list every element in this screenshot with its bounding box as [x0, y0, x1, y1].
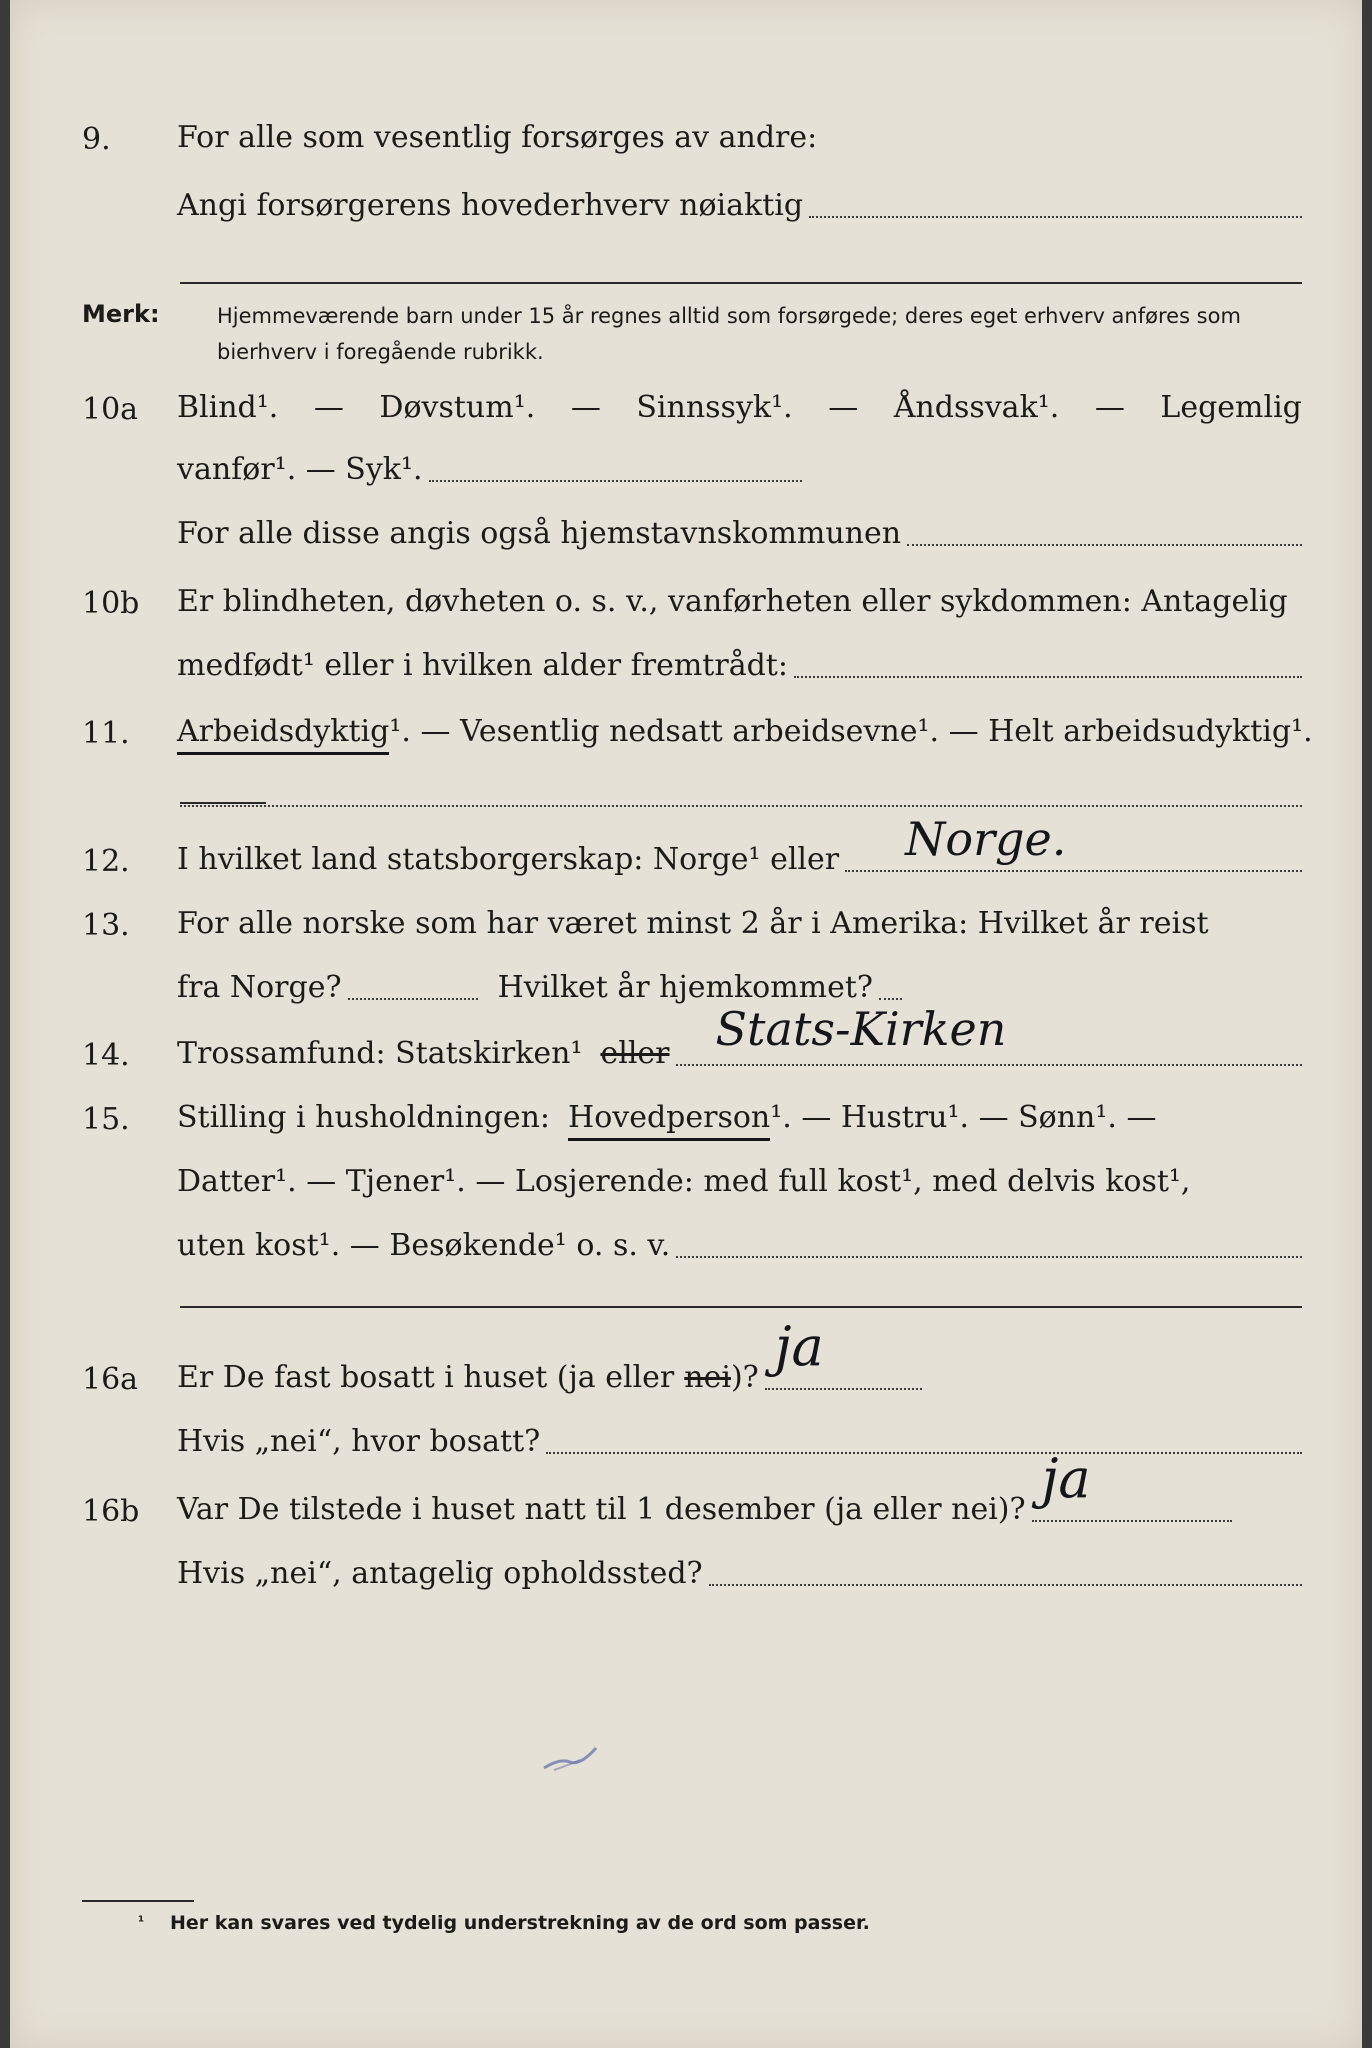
ink-smudge-icon: [540, 1740, 600, 1780]
q15-line1b: ¹. — Hustru¹. — Sønn¹. —: [770, 1100, 1157, 1135]
dash: —: [570, 390, 601, 425]
q16b-line2-row: [177, 1554, 1302, 1594]
footnote-text: Her kan svares ved tydelig understrekning av de ord som passer.: [170, 1912, 870, 1934]
footnote-mark: ¹: [138, 1914, 145, 1930]
question-11: [82, 712, 1313, 792]
option-dovstum: Døvstum¹.: [379, 390, 536, 425]
q16a-line2: Hvis „nei“, hvor bosatt?: [177, 1424, 541, 1459]
question-number: 16b: [82, 1494, 140, 1529]
option-andssvak: Åndssvak¹.: [893, 390, 1060, 425]
dash: —: [1094, 390, 1125, 425]
answer-field[interactable]: [845, 812, 1302, 872]
question-12: [82, 812, 1302, 900]
q9-line2: Angi forsørgerens hovederhverv nøiaktig: [177, 188, 804, 223]
answer-field-hjemkommet[interactable]: [879, 997, 902, 1000]
q11-rest: ¹. — Vesentlig nedsatt arbeidsevne¹. — Helt arbeidsudyktig¹.: [389, 714, 1313, 749]
answer-line[interactable]: [180, 1306, 1302, 1308]
q16b-line1-row: [177, 1447, 1232, 1530]
question-15: [82, 1098, 1302, 1288]
census-form-page: [10, 0, 1362, 2048]
answer-line[interactable]: [180, 805, 1302, 807]
q15-line2: Datter¹. — Tjener¹. — Losjerende: med full kost¹, med delvis kost¹,: [177, 1164, 1191, 1199]
q13-line1-row: [177, 904, 1302, 944]
question-number: 12.: [82, 844, 130, 879]
q11-line1-row: [177, 712, 1313, 755]
question-10b: [82, 582, 1302, 692]
q10b-line2: medfødt¹ eller i hvilken alder fremtrådt:: [177, 648, 788, 683]
handwritten-answer: ja: [774, 1315, 824, 1378]
q15-line3-row: [177, 1226, 1302, 1266]
q14-line1: Trossamfund: Statskirken¹: [177, 1036, 583, 1071]
q9-line2-row: [177, 186, 1302, 226]
q9-line1: For alle som vesentlig forsørges av andre:: [177, 120, 818, 155]
option-sinnssyk: Sinnssyk¹.: [636, 390, 793, 425]
answer-field-reist[interactable]: [348, 997, 478, 1000]
q10a-line2-row: [177, 450, 802, 490]
q16b-line2: Hvis „nei“, antagelig opholdssted?: [177, 1556, 703, 1591]
q10b-line2-row: [177, 646, 1302, 686]
q10b-line1: Er blindheten, døvheten o. s. v., vanførheten eller sykdommen: Antagelig: [177, 584, 1288, 619]
question-number: 15.: [82, 1102, 130, 1137]
footnote-divider: [82, 1900, 194, 1902]
question-number: 10a: [82, 392, 139, 427]
question-9: [82, 118, 1302, 238]
q10b-line1-row: [177, 582, 1302, 622]
question-number: 14.: [82, 1038, 130, 1073]
marked-option: Arbeidsdyktig: [177, 712, 389, 755]
answer-field[interactable]: [676, 1002, 1302, 1066]
dash: —: [828, 390, 859, 425]
q16a-line1a: Er De fast bosatt i huset (ja eller: [177, 1360, 675, 1395]
q13-line2a: fra Norge?: [177, 970, 342, 1005]
q15-line2-row: [177, 1162, 1302, 1202]
q14-line1-row: [177, 1002, 1302, 1074]
answer-field[interactable]: [709, 1583, 1302, 1586]
question-16b: [82, 1447, 1302, 1600]
merk-label: Merk:: [82, 300, 160, 328]
answer-field[interactable]: [546, 1451, 1302, 1454]
q15-line1-row: [177, 1098, 1302, 1141]
handwritten-answer: Stats-Kirken: [715, 1002, 1007, 1056]
question-14: [82, 1002, 1302, 1094]
question-number: 16a: [82, 1362, 139, 1397]
struck-option: eller: [600, 1036, 670, 1071]
answer-line[interactable]: [180, 282, 1302, 284]
dash: —: [313, 390, 344, 425]
question-number: 13.: [82, 908, 130, 943]
handwritten-answer: ja: [1041, 1447, 1091, 1510]
q10a-line1: [177, 388, 1302, 428]
answer-field[interactable]: [676, 1255, 1302, 1258]
answer-field[interactable]: [429, 479, 802, 482]
q16a-line1-row: [177, 1315, 922, 1398]
struck-option: nei: [684, 1360, 731, 1395]
q12-line1-row: [177, 812, 1302, 880]
handwritten-answer: Norge.: [905, 812, 1067, 866]
answer-field[interactable]: [1032, 1447, 1232, 1522]
q12-line1: I hvilket land statsborgerskap: Norge¹ eller: [177, 842, 840, 877]
option-blind: Blind¹.: [177, 390, 279, 425]
q16a-line1b: )?: [730, 1360, 759, 1395]
marked-option: Hovedperson: [568, 1098, 770, 1141]
question-text: [177, 118, 1302, 158]
merk-text: Hjemmeværende barn under 15 år regnes alltid som forsørgede; deres eget erhverv anføres som bierhverv i foregående rubrikk.: [217, 304, 1241, 364]
answer-field[interactable]: [907, 543, 1302, 546]
q16a-line2-row: [177, 1422, 1302, 1462]
q13-line2b: Hvilket år hjemkommet?: [497, 970, 874, 1005]
q15-line3: uten kost¹. — Besøkende¹ o. s. v.: [177, 1228, 671, 1263]
question-13: [82, 904, 1302, 1014]
answer-field[interactable]: [809, 215, 1302, 218]
q10a-line2: vanfør¹. — Syk¹.: [177, 452, 423, 487]
q13-line1: For alle norske som har været minst 2 år i Amerika: Hvilket år reist: [177, 906, 1209, 941]
question-number: 9.: [82, 122, 111, 157]
answer-field[interactable]: [794, 675, 1302, 678]
answer-field[interactable]: [765, 1315, 922, 1390]
q10a-line3-row: [177, 514, 1302, 554]
q10a-line3: For alle disse angis også hjemstavnskommunen: [177, 516, 902, 551]
q15-line1a: Stilling i husholdningen:: [177, 1100, 551, 1135]
question-number: 10b: [82, 586, 140, 621]
question-number: 11.: [82, 716, 130, 751]
question-16a: [82, 1315, 1302, 1468]
q16b-line1: Var De tilstede i huset natt til 1 desember (ja eller nei)?: [177, 1492, 1026, 1527]
question-10a: [82, 388, 1302, 558]
answer-line-short: [180, 802, 266, 804]
option-legemlig: Legemlig: [1160, 390, 1302, 425]
